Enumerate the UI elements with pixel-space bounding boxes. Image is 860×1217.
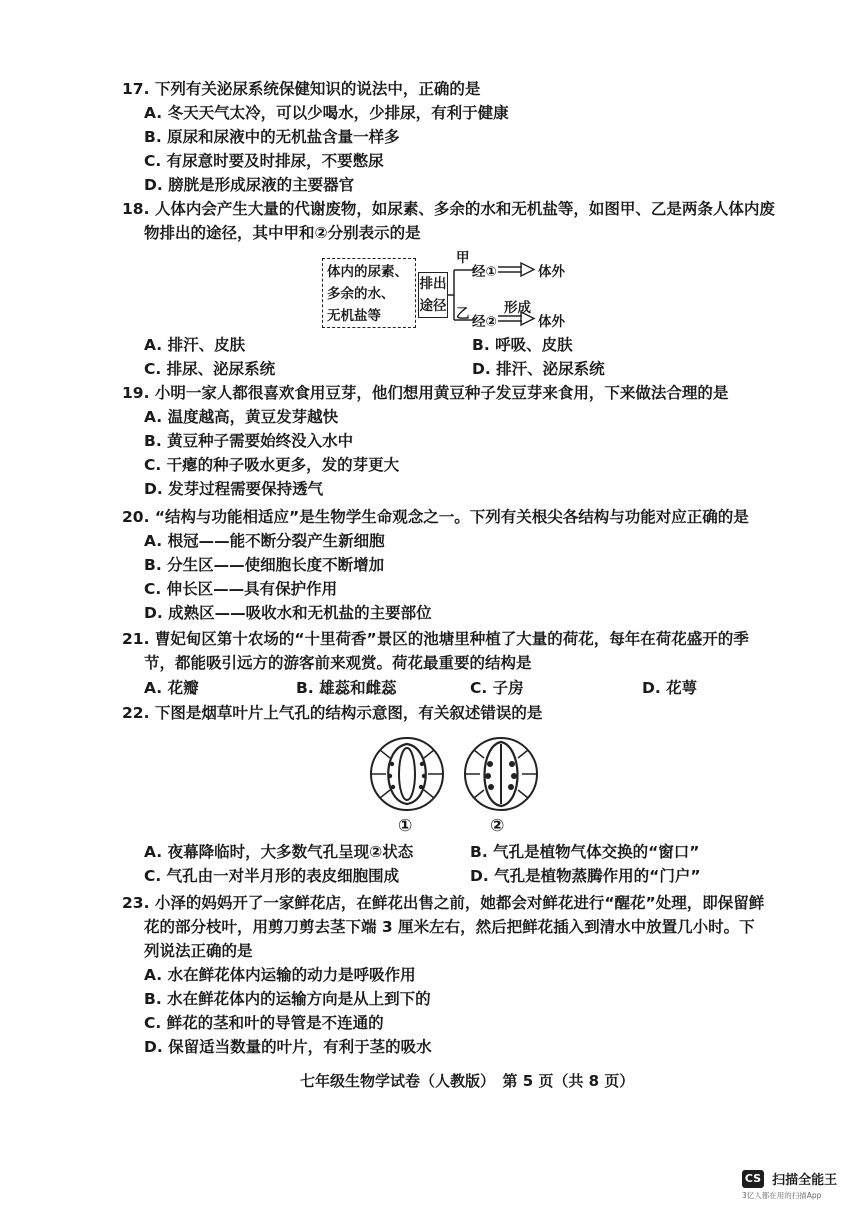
question-19-stem: 19. 小明一家人都很喜欢食用豆芽，他们想用黄豆种子发豆芽来食用，下来做法合理的是 <box>122 384 729 402</box>
arrow-icon <box>498 263 534 276</box>
question-22-stem: 22. 下图是烟草叶片上气孔的结构示意图，有关叙述错误的是 <box>122 704 543 722</box>
q23-option-c: C. 鲜花的茎和叶的导管是不连通的 <box>144 1014 384 1032</box>
formed-label: 形成 <box>504 300 531 316</box>
stoma-label-2: ② <box>490 816 505 836</box>
q19-option-a: A. 温度越高，黄豆发芽越快 <box>144 408 339 426</box>
q22-option-d: D. 气孔是植物蒸腾作用的“门户” <box>470 867 701 885</box>
waste-box-line-2: 多余的水、 <box>327 286 395 302</box>
stoma-open-figure <box>362 734 452 814</box>
q20-option-c: C. 伸长区——具有保护作用 <box>144 580 338 598</box>
q21-option-a: A. 花瓣 <box>144 679 199 697</box>
q17-option-d: D. 膀胱是形成尿液的主要器官 <box>144 176 355 194</box>
scanner-app-name: 扫描全能王 <box>772 1173 838 1188</box>
question-23-stem-1: 23. 小泽的妈妈开了一家鲜花店，在鲜花出售之前，她都会对鲜花进行“醒花”处理，即保留鲜 <box>122 894 765 912</box>
q22-option-c: C. 气孔由一对半月形的表皮细胞围成 <box>144 867 400 885</box>
q20-option-b: B. 分生区——使细胞长度不断增加 <box>144 556 385 574</box>
scanner-watermark <box>742 1168 838 1200</box>
q20-option-d: D. 成熟区——吸收水和无机盐的主要部位 <box>144 604 432 622</box>
q21-option-c: C. 子房 <box>470 679 524 697</box>
question-23-stem-3: 列说法正确的是 <box>144 942 253 960</box>
route-box-line-2: 途径 <box>419 298 447 314</box>
question-21-stem-2: 节，都能吸引远方的游客前来观赏。荷花最重要的结构是 <box>144 654 532 672</box>
q21-option-b: B. 雄蕊和雌蕊 <box>296 679 397 697</box>
q22-option-b: B. 气孔是植物气体交换的“窗口” <box>470 843 700 861</box>
path-1-label: 经① <box>472 264 497 280</box>
stoma-label-1: ① <box>398 816 413 836</box>
q18-option-b: B. 呼吸、皮肤 <box>472 336 573 354</box>
question-20-stem: 20. “结构与功能相适应”是生物学生命观念之一。下列有关根尖各结构与功能对应正确的是 <box>122 508 749 526</box>
q18-option-d: D. 排汗、泌尿系统 <box>472 360 605 378</box>
scanner-tagline: 3亿人都在用的扫描App <box>742 1191 822 1200</box>
cs-logo-icon: CS <box>742 1170 764 1188</box>
q23-option-b: B. 水在鲜花体内的运输方向是从上到下的 <box>144 990 431 1008</box>
q17-option-a: A. 冬天天气太冷，可以少喝水，少排尿，有利于健康 <box>144 104 509 122</box>
q18-option-c: C. 排尿、泌尿系统 <box>144 360 276 378</box>
question-21-stem-1: 21. 曹妃甸区第十农场的“十里荷香”景区的池塘里种植了大量的荷花，每年在荷花盛开的季 <box>122 630 749 648</box>
q23-option-a: A. 水在鲜花体内运输的动力是呼吸作用 <box>144 966 416 984</box>
stoma-closed-figure <box>456 734 546 814</box>
q20-option-a: A. 根冠——能不断分裂产生新细胞 <box>144 532 385 550</box>
q21-option-d: D. 花萼 <box>642 679 698 697</box>
path-2-label: 经② <box>472 314 497 330</box>
route-box-line-1: 排出 <box>419 276 447 292</box>
question-18-stem-1: 18. 人体内会产生大量的代谢废物，如尿素、多余的水和无机盐等，如图甲、乙是两条人体内废 <box>122 200 775 218</box>
q19-option-b: B. 黄豆种子需要始终没入水中 <box>144 432 354 450</box>
out-label-2: 体外 <box>538 314 565 330</box>
question-17-stem: 17. 下列有关泌尿系统保健知识的说法中，正确的是 <box>122 80 481 98</box>
q18-option-a: A. 排汗、皮肤 <box>144 336 246 354</box>
excretion-path-diagram <box>322 250 582 334</box>
question-18-stem-2: 物排出的途径，其中甲和②分别表示的是 <box>144 224 421 242</box>
label-jia: 甲 <box>456 250 470 266</box>
q19-option-c: C. 干瘪的种子吸水更多，发的芽更大 <box>144 456 400 474</box>
q17-option-b: B. 原尿和尿液中的无机盐含量一样多 <box>144 128 400 146</box>
label-yi: 乙 <box>456 306 470 322</box>
q23-option-d: D. 保留适当数量的叶片，有利于茎的吸水 <box>144 1038 432 1056</box>
out-label-1: 体外 <box>538 264 565 280</box>
page-footer: 七年级生物学试卷（人教版） 第 5 页（共 8 页） <box>300 1072 635 1090</box>
waste-box-line-1: 体内的尿素、 <box>327 264 408 280</box>
q17-option-c: C. 有尿意时要及时排尿，不要憋尿 <box>144 152 384 170</box>
waste-box-line-3: 无机盐等 <box>327 308 381 324</box>
question-23-stem-2: 花的部分枝叶，用剪刀剪去茎下端 3 厘米左右，然后把鲜花插入到清水中放置几小时。下 <box>144 918 755 936</box>
q22-option-a: A. 夜幕降临时，大多数气孔呈现②状态 <box>144 843 414 861</box>
q19-option-d: D. 发芽过程需要保持透气 <box>144 480 324 498</box>
